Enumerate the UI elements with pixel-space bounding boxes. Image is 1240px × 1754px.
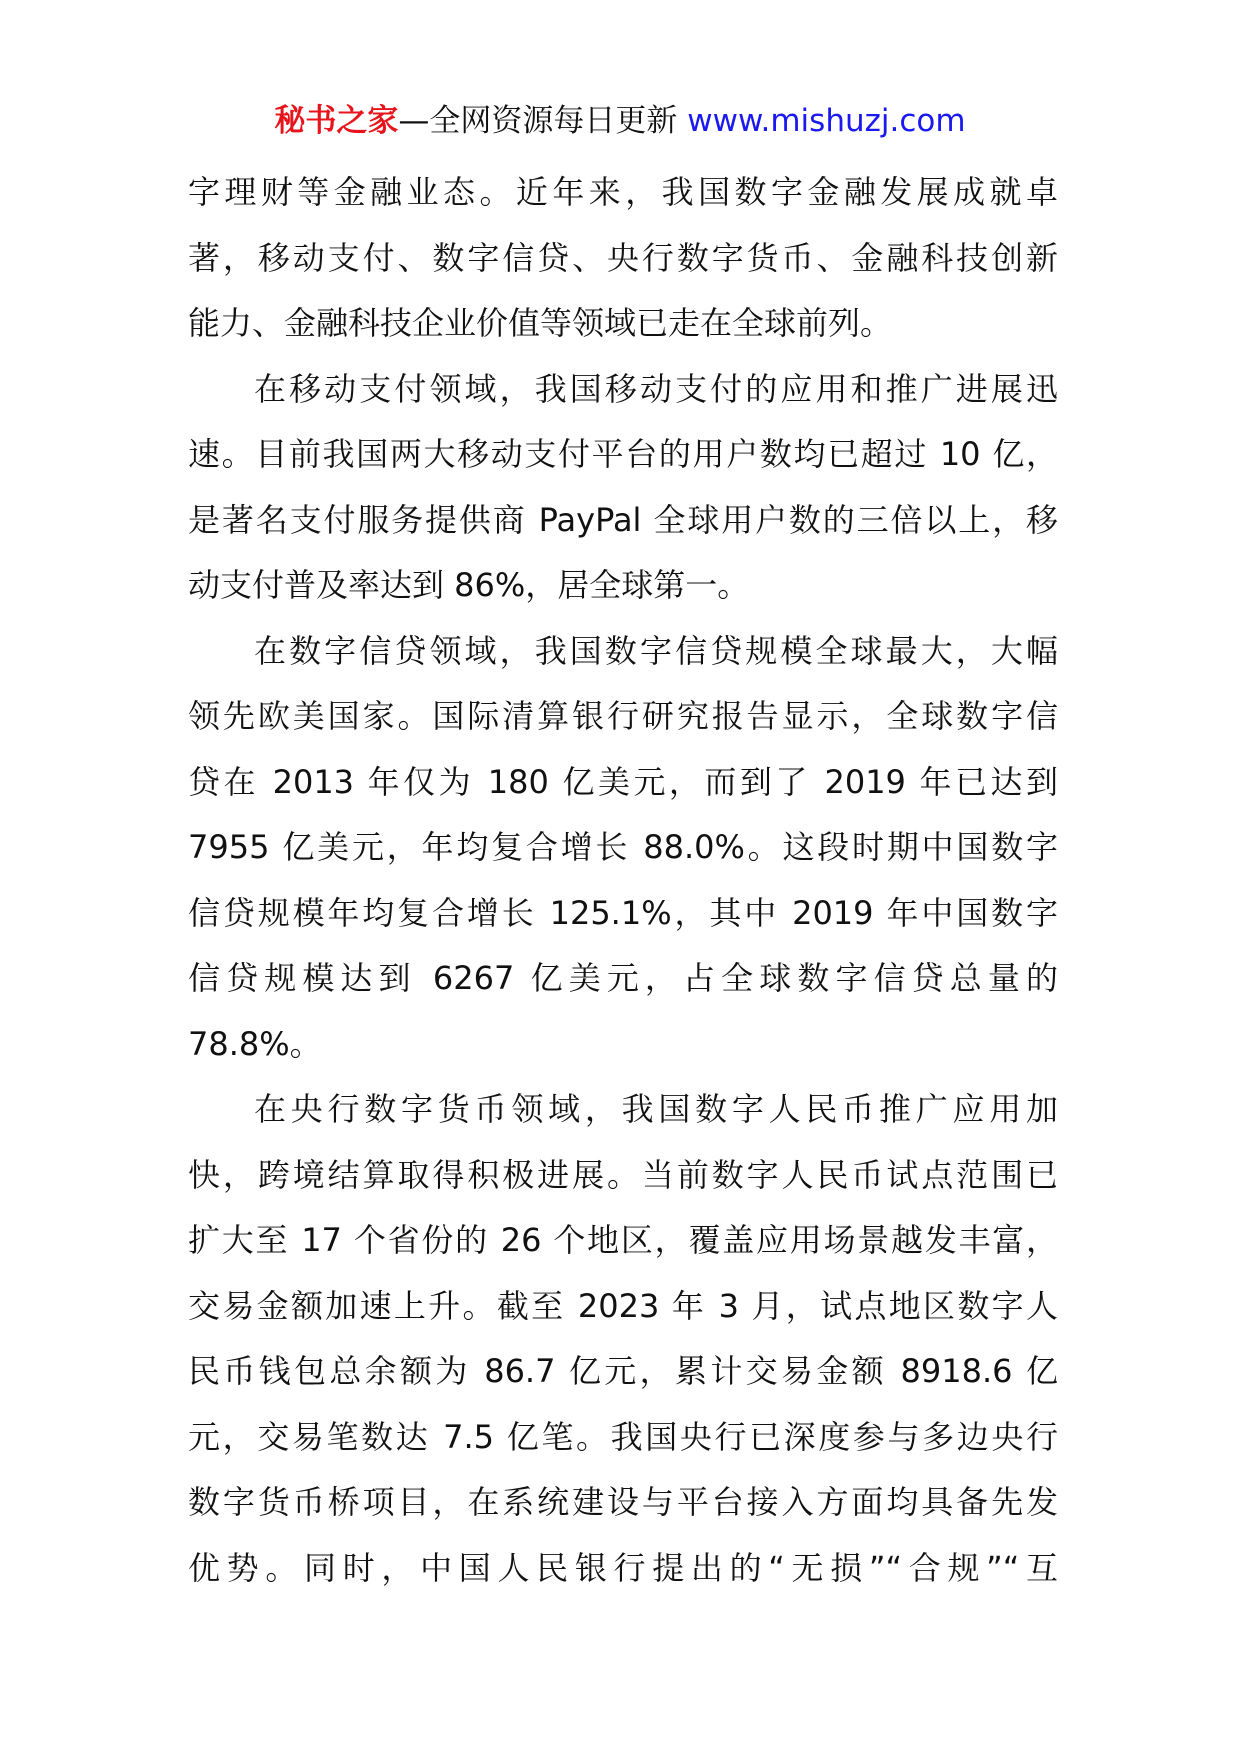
- text-line: 动支付普及率达到 86%，居全球第一。: [188, 566, 750, 604]
- text-line: 速。目前我国两大移动支付平台的用户数均已超过 10 亿，: [188, 435, 1058, 473]
- text-line: 元，交易笔数达 7.5 亿笔。我国央行已深度参与多边央行: [188, 1417, 1058, 1456]
- text-line: 领先欧美国家。国际清算银行研究报告显示，全球数字信: [188, 697, 1058, 735]
- brand-name: 秘书之家: [274, 103, 399, 139]
- text-line: 数字货币桥项目，在系统建设与平台接入方面均具备先发: [188, 1483, 1058, 1521]
- text-line: 扩大至 17 个省份的 26 个地区，覆盖应用场景越发丰富，: [188, 1221, 1058, 1259]
- text-line: 快，跨境结算取得积极进展。当前数字人民币试点范围已: [188, 1155, 1058, 1194]
- text-line: 在央行数字货币领域，我国数字人民币推广应用加: [254, 1090, 1058, 1128]
- text-line: 在数字信贷领域，我国数字信贷规模全球最大，大幅: [254, 631, 1058, 670]
- text-line: 在移动支付领域，我国移动支付的应用和推广进展迅: [254, 369, 1058, 408]
- document-body: [188, 160, 1058, 1601]
- text-line: 字理财等金融业态。近年来，我国数字金融发展成就卓: [188, 173, 1058, 211]
- text-line: 信贷规模达到 6267 亿美元，占全球数字信贷总量的: [188, 959, 1058, 997]
- text-line: 78.8%。: [188, 1024, 322, 1063]
- text-line: 民币钱包总余额为 86.7 亿元，累计交易金额 8918.6 亿: [188, 1352, 1058, 1390]
- text-line: 贷在 2013 年仅为 180 亿美元，而到了 2019 年已达到: [188, 762, 1058, 801]
- text-line: 能力、金融科技企业价值等领域已走在全球前列。: [188, 304, 893, 342]
- text-line: 著，移动支付、数字信贷、央行数字货币、金融科技创新: [188, 238, 1058, 277]
- text-line: 信贷规模年均复合增长 125.1%，其中 2019 年中国数字: [188, 893, 1058, 932]
- text-line: 交易金额加速上升。截至 2023 年 3 月，试点地区数字人: [188, 1286, 1058, 1325]
- page-header: [0, 100, 1240, 142]
- text-line: 优势。同时，中国人民银行提出的“无损”“合规”“互: [188, 1548, 1058, 1587]
- text-line: 7955 亿美元，年均复合增长 88.0%。这段时期中国数字: [188, 828, 1058, 866]
- header-tagline: —全网资源每日更新: [398, 103, 688, 139]
- text-line: 是著名支付服务提供商 PayPal 全球用户数的三倍以上，移: [188, 500, 1058, 539]
- site-url-link[interactable]: www.mishuzj.com: [687, 103, 966, 139]
